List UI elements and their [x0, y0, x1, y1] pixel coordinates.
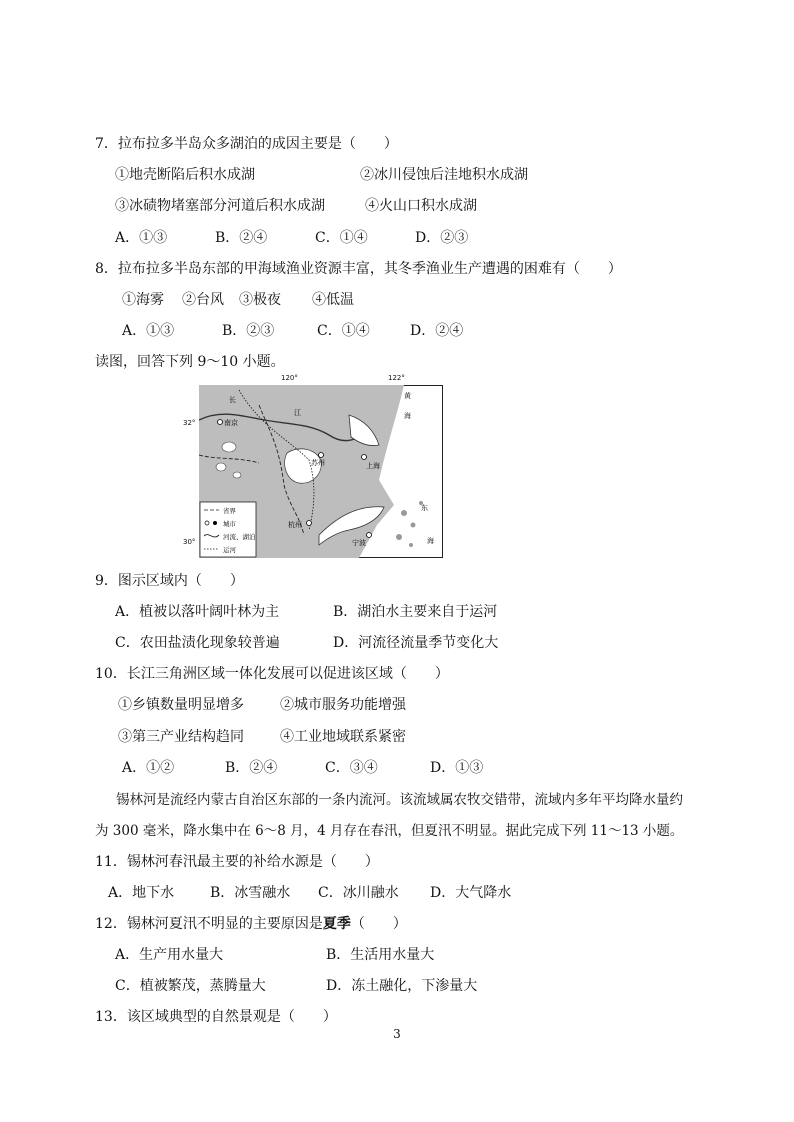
q11-choice-a: A．地下水: [108, 885, 175, 901]
q9-choice-c: C．农田盐渍化现象较普遍: [115, 635, 280, 651]
passage-line-2: 为 300 毫米，降水集中在 6～8 月，4 月存在春汛，但夏汛不明显。据此完成下列 11～13 小题。: [95, 823, 684, 839]
q7-option-2: ②冰川侵蚀后洼地积水成湖: [360, 167, 528, 183]
lake-small-2: [216, 463, 226, 471]
island-1: [401, 510, 407, 516]
q10-option-3: ③第三产业结构趋同: [118, 729, 244, 745]
island-2: [411, 523, 416, 528]
q8-option-2: ②台风: [182, 292, 224, 308]
q10-choice-b: B．②④: [225, 760, 278, 776]
island-3: [396, 534, 402, 540]
city-suzhou-marker: [319, 453, 324, 458]
q12-stem-bold: 夏季: [322, 916, 351, 932]
q8-choice-c: C．①④: [317, 323, 370, 339]
q9-choice-a: A．植被以落叶阔叶林为主: [115, 604, 280, 620]
city-ningbo-marker: [367, 533, 372, 538]
legend-city-swatch-1: [205, 521, 209, 525]
q8-option-4: ④低温: [312, 292, 354, 308]
map-latitude-30: 30°: [183, 538, 196, 546]
city-shanghai-marker: [362, 455, 367, 460]
q8-choice-b: B．②③: [222, 323, 275, 339]
city-hangzhou-marker: [307, 521, 312, 526]
q8-choice-d: D．②④: [410, 323, 464, 339]
q8-option-3: ③极夜: [239, 292, 281, 308]
q10-choice-d: D．①③: [430, 760, 484, 776]
q13-stem: 13．该区域典型的自然景观是（ ）: [95, 1009, 337, 1025]
legend-city-label: 城市: [223, 520, 236, 528]
q9-choice-d: D．河流径流量季节变化大: [333, 635, 499, 651]
q10-choice-c: C．③④: [325, 760, 378, 776]
q12-stem: [95, 914, 407, 934]
legend-border-label: 省界: [223, 507, 236, 515]
sea-label-dong: 东: [421, 504, 428, 512]
passage-line-1: 锡林河是流经内蒙古自治区东部的一条内流河。该流域属农牧交错带，流域内多年平均降水量约: [116, 792, 683, 808]
q10-stem: 10．长江三角洲区域一体化发展可以促进该区域（ ）: [95, 666, 449, 682]
q7-stem: 7．拉布拉多半岛众多湖泊的成因主要是（ ）: [95, 136, 398, 152]
q10-option-2: ②城市服务功能增强: [280, 697, 406, 713]
q11-choice-c: C．冰川融水: [318, 885, 399, 901]
q7-choice-b: B．②④: [215, 230, 268, 246]
q12-stem-pre: 12．锡林河夏汛不明显的主要原因是: [95, 916, 323, 932]
island-5: [409, 543, 413, 547]
city-nanjing-marker: [218, 420, 223, 425]
q7-option-3: ③冰碛物堵塞部分河道后积水成湖: [115, 198, 325, 214]
city-nanjing: 南京: [224, 419, 238, 427]
q11-choice-d: D．大气降水: [430, 885, 512, 901]
q9-choice-b: B．湖泊水主要来自于运河: [333, 604, 498, 620]
lake-small-3: [233, 472, 241, 478]
legend-city-swatch-2: [213, 521, 217, 525]
city-ningbo: 宁波: [352, 539, 366, 547]
q12-choice-c: C．植被繁茂，蒸腾量大: [115, 978, 266, 994]
q12-stem-post: （ ）: [350, 916, 407, 932]
q8-stem: 8．拉布拉多半岛东部的甲海域渔业资源丰富，其冬季渔业生产遭遇的困难有（ ）: [95, 261, 622, 277]
q11-stem: 11．锡林河春汛最主要的补给水源是（ ）: [95, 854, 379, 870]
map-longitude-120: 120°: [281, 374, 298, 382]
map-latitude-32: 32°: [183, 419, 196, 427]
q12-choice-a: A．生产用水量大: [115, 947, 224, 963]
city-shanghai: 上海: [366, 462, 380, 470]
q9-stem: 9．图示区域内（ ）: [95, 573, 244, 589]
river-label-jiang: 江: [294, 409, 301, 417]
city-hangzhou: 杭州: [288, 521, 302, 529]
q10-option-1: ①乡镇数量明显增多: [118, 697, 244, 713]
legend-river-label: 河流、湖泊: [223, 533, 256, 541]
sea-label-hai-2: 海: [427, 537, 434, 545]
q12-choice-d: D．冻土融化，下渗量大: [326, 978, 478, 994]
sea-label-hai-1: 海: [404, 412, 411, 420]
lake-small-1: [222, 442, 236, 452]
q7-choice-c: C．①④: [315, 230, 368, 246]
q8-option-1: ①海雾: [122, 292, 164, 308]
q7-choice-d: D．②③: [415, 230, 469, 246]
map-longitude-122: 122°: [388, 374, 405, 382]
legend-canal-label: 运河: [223, 546, 236, 554]
map-intro: 读图，回答下列 9～10 小题。: [95, 354, 285, 370]
q8-choice-a: A．①③: [122, 323, 175, 339]
q7-option-4: ④火山口积水成湖: [365, 198, 477, 214]
city-suzhou: 苏州: [311, 459, 325, 467]
page-number: 3: [393, 1027, 401, 1041]
q10-option-4: ④工业地域联系紧密: [280, 729, 406, 745]
q12-choice-b: B．生活用水量大: [326, 947, 435, 963]
q7-choice-a: A．①③: [115, 230, 168, 246]
q7-option-1: ①地壳断陷后积水成湖: [115, 167, 255, 183]
sea-label-huang: 黄: [404, 392, 411, 400]
q11-choice-b: B．冰雪融水: [210, 885, 291, 901]
yangtze-delta-map: [199, 385, 443, 558]
q10-choice-a: A．①②: [122, 760, 175, 776]
river-label-chang: 长: [229, 396, 236, 404]
